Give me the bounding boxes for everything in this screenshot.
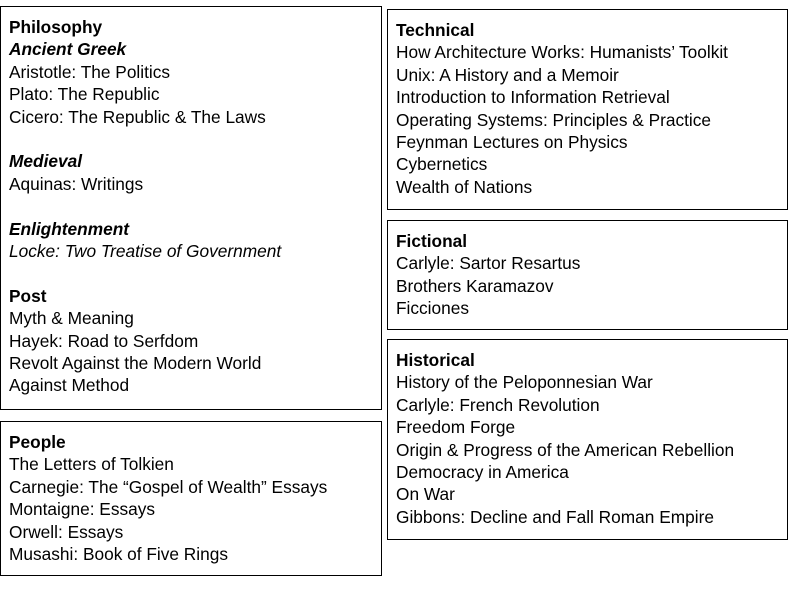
- list-item: How Architecture Works: Humanists’ Toolkit: [396, 42, 728, 63]
- spacer: [9, 262, 373, 284]
- list-item: Orwell: Essays: [9, 521, 124, 542]
- list-item: Cicero: The Republic & The Laws: [9, 106, 266, 127]
- list-item: Ficciones: [396, 298, 469, 319]
- list-item: Hayek: Road to Serfdom: [9, 330, 199, 351]
- list-item: Locke: Two Treatise of Government: [9, 241, 282, 262]
- list-item: Origin & Progress of the American Rebellion: [396, 439, 735, 460]
- section-title: Fictional: [396, 231, 468, 251]
- subsection-heading: Post: [9, 285, 47, 306]
- list-item: Carnegie: The “Gospel of Wealth” Essays: [9, 476, 328, 497]
- list-item: Plato: The Republic: [9, 84, 160, 105]
- philosophy-section: [0, 6, 382, 410]
- section-title: Historical: [396, 350, 475, 370]
- list-item: Carlyle: Sartor Resartus: [396, 253, 581, 274]
- spacer: [9, 128, 373, 150]
- subsection-heading: Enlightenment: [9, 218, 130, 239]
- list-item: Against Method: [9, 375, 130, 396]
- list-item: The Letters of Tolkien: [9, 454, 174, 475]
- list-item: Cybernetics: [396, 154, 488, 175]
- list-item: On War: [396, 484, 455, 505]
- list-item: Carlyle: French Revolution: [396, 394, 600, 415]
- list-item: Unix: A History and a Memoir: [396, 64, 619, 85]
- list-item: Gibbons: Decline and Fall Roman Empire: [396, 506, 714, 527]
- list-item: Introduction to Information Retrieval: [396, 87, 670, 108]
- section-title: Technical: [396, 20, 475, 40]
- technical-section: [387, 9, 788, 210]
- list-item: Operating Systems: Principles & Practice: [396, 109, 712, 130]
- list-item: Montaigne: Essays: [9, 499, 156, 520]
- list-item: Aristotle: The Politics: [9, 61, 171, 82]
- subsection-heading: Ancient Greek: [9, 39, 127, 60]
- people-section: [0, 421, 382, 576]
- section-title: Philosophy: [9, 17, 103, 37]
- list-item: Aquinas: Writings: [9, 173, 144, 194]
- list-item: Musashi: Book of Five Rings: [9, 544, 228, 565]
- list-item: Myth & Meaning: [9, 308, 134, 329]
- list-item: History of the Peloponnesian War: [396, 372, 653, 393]
- historical-section: [387, 339, 788, 540]
- list-item: Wealth of Nations: [396, 176, 533, 197]
- list-item: Feynman Lectures on Physics: [396, 132, 628, 153]
- list-item: Revolt Against the Modern World: [9, 353, 262, 374]
- fictional-section: [387, 220, 788, 330]
- list-item: Democracy in America: [396, 462, 569, 483]
- section-title: People: [9, 432, 66, 452]
- list-item: Freedom Forge: [396, 417, 516, 438]
- subsection-heading: Medieval: [9, 151, 82, 172]
- spacer: [9, 195, 373, 217]
- list-item: Brothers Karamazov: [396, 275, 554, 296]
